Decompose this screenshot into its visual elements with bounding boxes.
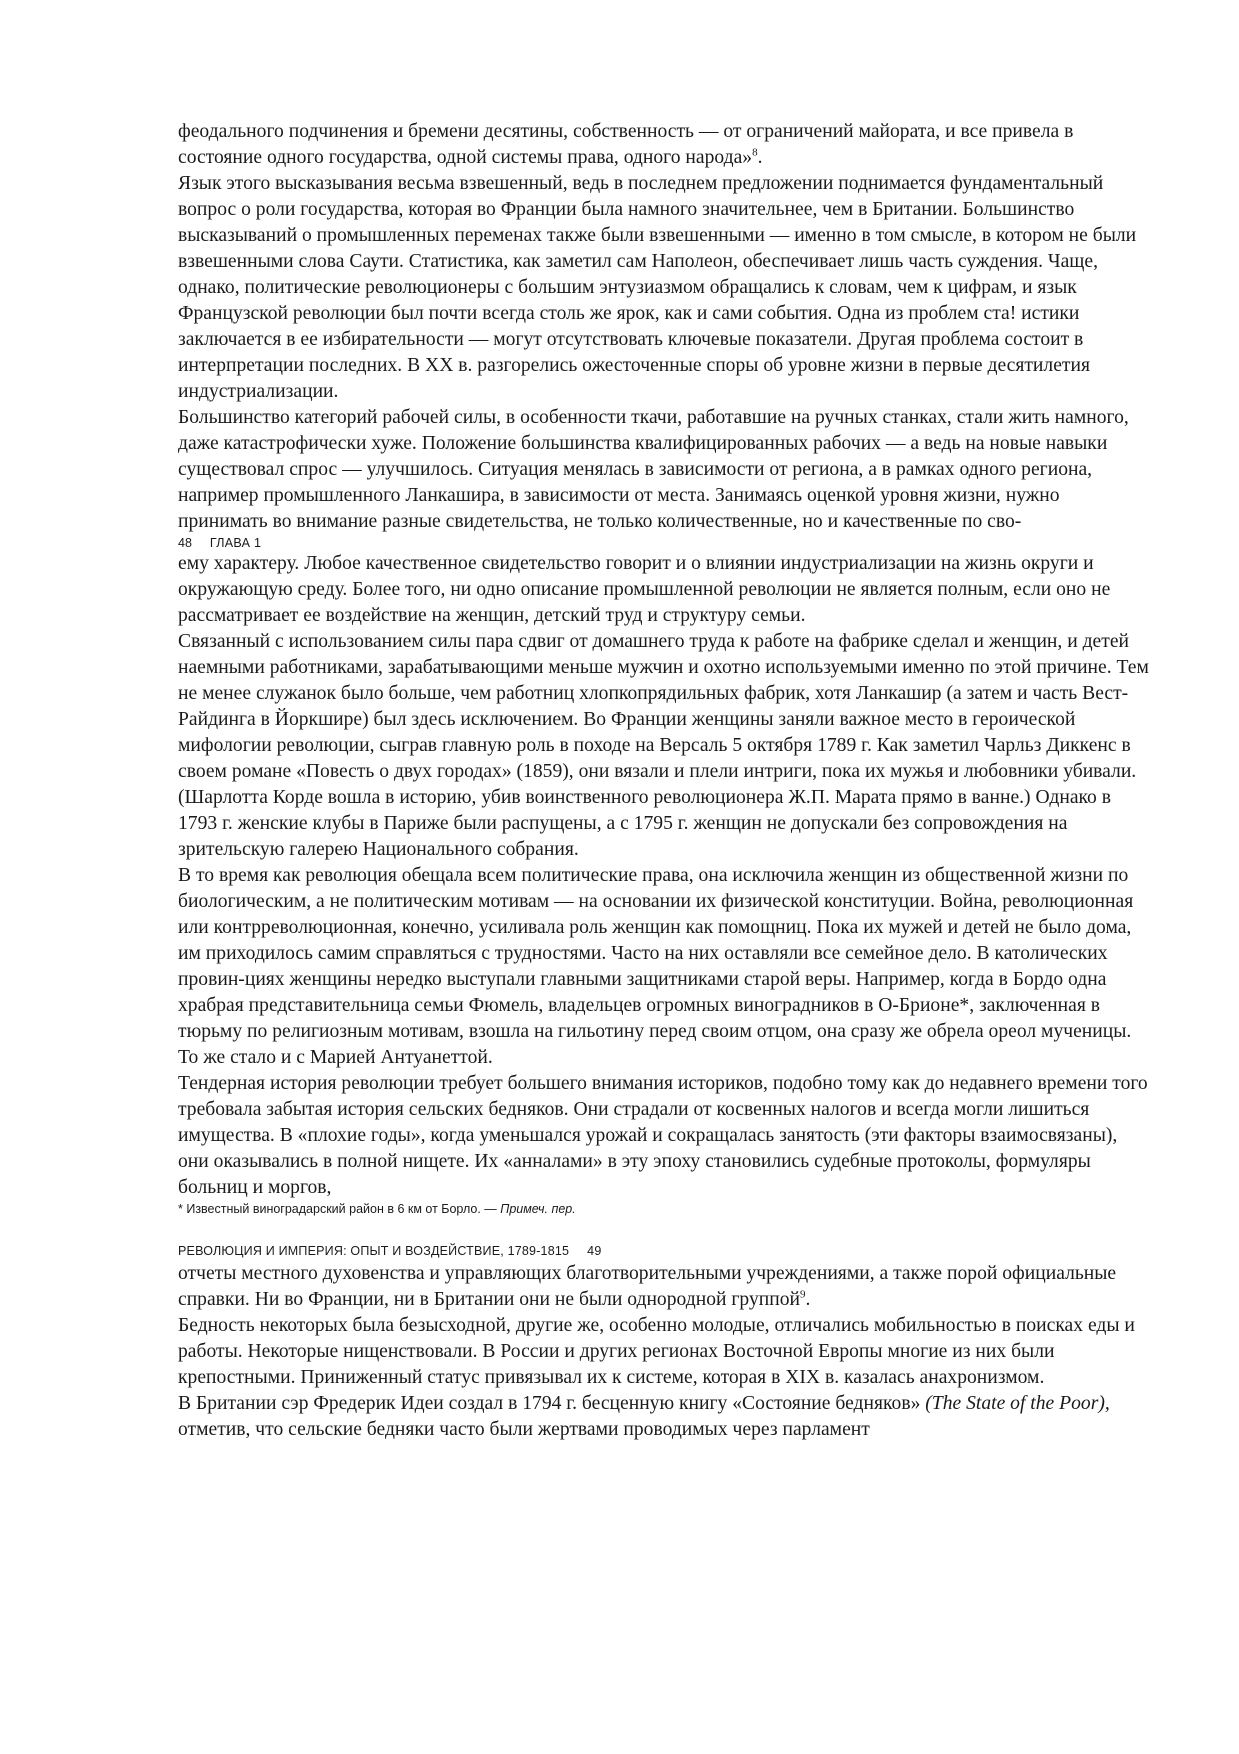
paragraph: В то время как революция обещала всем политические права, она исключила женщин из общественной жизни по биологическим, а не политическим мотивам — на основании их физической конституции. Война, революционная или контрреволюционная, конечно, усиливала роль женщин как помощниц. Пока их мужей и детей не было дома, им приходилось самим справляться с трудностями. Часто на них оставляли все семейное дело. В католических провин-циях женщины нередко выступали главными защитниками старой веры. Например, когда в Бордо одна храбрая представительница семьи Фюмель, владельцев огромных виноградников в О-Брионе*, заключенная в тюрьму по религиозным мотивам, взошла на гильотину перед своим отцом, она сразу же обрела ореол мученицы. То же стало и с Марией Антуанеттой. <box>178 865 1134 1068</box>
paragraph <box>178 1261 1150 1313</box>
footnote-ref[interactable]: 9 <box>800 1288 806 1301</box>
document-page <box>178 119 1150 1443</box>
book-title-en: (The State of the Poor), <box>925 1393 1110 1414</box>
paragraph-text: . <box>805 1289 811 1310</box>
page-header-49 <box>178 1243 1150 1259</box>
paragraph-text: отметив, что сельские бедняки часто были жертвами проводимых через парламент <box>178 1419 870 1440</box>
paragraph <box>178 119 1150 171</box>
footnote <box>178 1201 1150 1217</box>
footnote-ref[interactable]: 8 <box>752 146 758 159</box>
paragraph-text: . <box>757 147 763 168</box>
paragraph-text: феодального подчинения и бремени десятины, собственность — от ограничений майората, и все привела в состояние одного государства, одной системы права, одного народа» <box>178 121 1074 168</box>
page-number: 49 <box>587 1244 602 1258</box>
running-title: РЕВОЛЮЦИЯ И ИМПЕРИЯ: ОПЫТ И ВОЗДЕЙСТВИЕ, 1789-1815 <box>178 1244 570 1258</box>
paragraph: ему характеру. Любое качественное свидетельство говорит и о влиянии индустриализации на жизнь округи и окружающую среду. Более того, ни одно описание промышленной революции не является полным, если оно не рассматривает ее воздействие на женщин, детский труд и структуру семьи. <box>178 553 1111 626</box>
paragraph: Большинство категорий рабочей силы, в особенности ткачи, работавшие на ручных станках, стали жить намного, даже катастрофически хуже. Положение большинства квалифицированных рабочих — а ведь на новые навыки существовал спрос — улучшилось. Ситуация менялась в зависимости от региона, а в рамках одного региона, например промышленного Ланкашира, в зависимости от места. Занимаясь оценкой уровня жизни, нужно принимать во внимание разные свидетельства, не только количественные, но и качественные по сво- <box>178 407 1129 532</box>
footnote-text: * Известный виноградарский район в 6 км от Борло. — <box>178 1202 501 1216</box>
paragraph: Бедность некоторых была безысходной, другие же, особенно молодые, отличались мобильностью в поисках еды и работы. Некоторые нищенствовали. В России и других регионах Восточной Европы многие из них были крепостными. Приниженный статус привязывал их к системе, которая в XIX в. казалась анахронизмом. <box>178 1315 1135 1388</box>
paragraph-text: отчеты местного духовенства и управляющих благотворительными учреждениями, а также порой официальные справки. Ни во Франции, ни в Британии они не были однородной группой <box>178 1263 1117 1310</box>
paragraph: Тендерная история революции требует большего внимания историков, подобно тому как до недавнего времени того требовала забытая история сельских бедняков. Они страдали от косвенных налогов и всегда могли лишиться имущества. В «плохие годы», когда уменьшался урожай и сокращалась занятость (эти факторы взаимосвязаны), они оказывались в полной нищете. Их «анналами» в эту эпоху становились судебные протоколы, формуляры больниц и моргов, <box>178 1073 1148 1198</box>
paragraph: Язык этого высказывания весьма взвешенный, ведь в последнем предложении поднимается фундаментальный вопрос о роли государства, которая во Франции была намного значительнее, чем в Британии. Большинство высказываний о промышленных переменах также были взвешенными — именно в том смысле, в котором не были взвешенными слова Саути. Статистика, как заметил сам Наполеон, обеспечивает лишь часть суждения. Чаще, однако, политические революционеры с большим энтузиазмом обращались к словам, чем к цифрам, и язык Французской революции был почти всегда столь же ярок, как и сами события. Одна из проблем ста! истики заключается в ее избирательности — могут отсутствовать ключевые показатели. Другая проблема состоит в интерпретации последних. В XX в. разгорелись ожесточенные споры об уровне жизни в первые десятилетия индустриализации. <box>178 173 1137 402</box>
paragraph: Связанный с использованием силы пара сдвиг от домашнего труда к работе на фабрике сделал и женщин, и детей наемными работниками, зарабатывающими меньше мужчин и охотно используемыми именно по этой причине. Тем не менее служанок было больше, чем работниц хлопкопрядильных фабрик, хотя Ланкашир (а затем и часть Вест-Райдинга в Йоркшире) был здесь исключением. Во Франции женщины заняли важное место в героической мифологии революции, сыграв главную роль в походе на Версаль 5 октября 1789 г. Как заметил Чарльз Диккенс в своем романе «Повесть о двух городах» (1859), они вязали и плели интриги, пока их мужья и любовники убивали. (Шарлотта Корде вошла в историю, убив воинственного революционера Ж.П. Марата прямо в ванне.) Однако в 1793 г. женские клубы в Париже были распущены, а с 1795 г. женщин не допускали без сопровождения на зрительскую галерею Национального собрания. <box>178 631 1149 860</box>
page-number: 48 <box>178 536 192 550</box>
page-header-48 <box>178 535 1150 551</box>
paragraph-text: В Британии сэр Фредерик Идеи создал в 1794 г. бесценную книгу «Состояние бедняков» <box>178 1393 926 1414</box>
footnote-note: Примеч. пер. <box>500 1202 576 1216</box>
chapter-label: ГЛАВА 1 <box>209 536 262 550</box>
paragraph <box>178 1391 1150 1443</box>
